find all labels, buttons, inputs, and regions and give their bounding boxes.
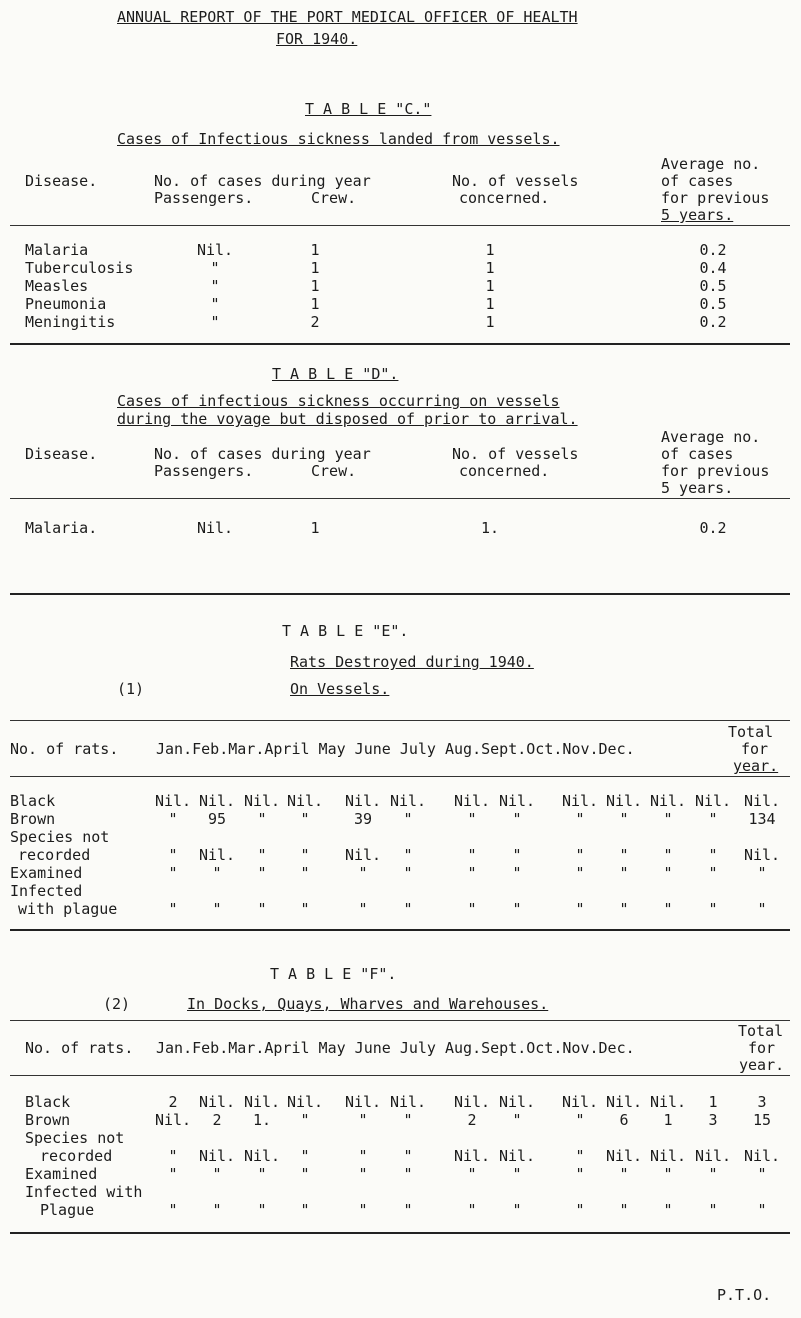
- table-d-subtitle2: during the voyage but disposed of prior to arrival.: [117, 410, 578, 428]
- month-cell: Nil.: [694, 1147, 732, 1165]
- report-title: ANNUAL REPORT OF THE PORT MEDICAL OFFICER OF HEALTH: [117, 8, 578, 26]
- month-cell: ": [619, 1201, 629, 1219]
- table-c-hdr-crew: Crew.: [311, 189, 357, 207]
- total-cell: 15: [752, 1111, 772, 1129]
- disease-cell: Malaria.: [25, 519, 98, 537]
- table-d-header-rule: [10, 498, 790, 499]
- month-cell: ": [708, 864, 718, 882]
- table-c-hdr-vessels2: concerned.: [459, 189, 550, 207]
- row-label-examined: Examined: [10, 864, 83, 882]
- disease-cell: Pneumonia: [25, 295, 107, 313]
- month-cell: 6: [619, 1111, 629, 1129]
- month-cell: ": [212, 1165, 222, 1183]
- total-cell: Nil.: [743, 792, 781, 810]
- month-cell: Nil.: [498, 1093, 536, 1111]
- month-cell: ": [403, 1147, 413, 1165]
- table-d-hdr-crew: Crew.: [311, 462, 357, 480]
- month-cell: Nil.: [243, 792, 281, 810]
- avg-cell: 0.4: [699, 259, 727, 277]
- vessels-cell: 1: [485, 313, 495, 331]
- month-cell: ": [403, 846, 413, 864]
- table-d-hdr-avg1: Average no.: [661, 428, 761, 446]
- month-cell: ": [300, 1111, 310, 1129]
- month-cell: ": [257, 900, 267, 918]
- month-cell: ": [403, 1165, 413, 1183]
- month-cell: ": [257, 846, 267, 864]
- month-cell: ": [619, 900, 629, 918]
- month-cell: ": [300, 900, 310, 918]
- month-cell: Nil.: [498, 792, 536, 810]
- table-c-hdr-passengers: Passengers.: [154, 189, 254, 207]
- month-cell: ": [467, 864, 477, 882]
- total-cell: 134: [748, 810, 776, 828]
- month-cell: ": [358, 1147, 368, 1165]
- month-cell: ": [575, 846, 585, 864]
- month-cell: 2: [467, 1111, 477, 1129]
- table-e-subtitle: Rats Destroyed during 1940.: [290, 653, 534, 671]
- vessels-cell: 1: [485, 277, 495, 295]
- month-cell: ": [168, 1201, 178, 1219]
- month-cell: ": [467, 900, 477, 918]
- crew-cell: 1: [310, 519, 320, 537]
- crew-cell: 1: [310, 295, 320, 313]
- month-cell: ": [300, 1201, 310, 1219]
- month-cell: ": [467, 1201, 477, 1219]
- table-c-hdr-vessels1: No. of vessels: [452, 172, 579, 190]
- month-cell: ": [619, 810, 629, 828]
- vessels-cell: 1: [485, 259, 495, 277]
- total-cell: ": [757, 864, 767, 882]
- month-cell: Nil.: [286, 792, 324, 810]
- table-e-hdr-months: Jan.Feb.Mar.April May June July Aug.Sept.Oct.Nov.Dec.: [156, 740, 635, 758]
- month-cell: ": [403, 1201, 413, 1219]
- table-e-hdr-total3: year.: [733, 757, 779, 775]
- month-cell: Nil.: [605, 792, 643, 810]
- table-d-subtitle1: Cases of infectious sickness occurring on vessels: [117, 392, 560, 410]
- pto-note: P.T.O.: [717, 1286, 772, 1304]
- month-cell: Nil.: [154, 1111, 192, 1129]
- month-cell: Nil.: [198, 1093, 236, 1111]
- table-f-hdr-total2: for: [748, 1039, 776, 1057]
- row-label-species: Species not: [25, 1129, 125, 1147]
- month-cell: Nil.: [605, 1093, 643, 1111]
- month-cell: ": [467, 846, 477, 864]
- month-cell: Nil.: [286, 1093, 324, 1111]
- crew-cell: 1: [310, 241, 320, 259]
- table-f-bottom-rule: [10, 1232, 790, 1234]
- month-cell: ": [358, 1201, 368, 1219]
- row-label-black: Black: [25, 1093, 71, 1111]
- avg-cell: 0.2: [699, 519, 727, 537]
- month-cell: ": [467, 810, 477, 828]
- table-e-hdr-total1: Total: [728, 723, 774, 741]
- total-cell: ": [757, 1165, 767, 1183]
- month-cell: ": [663, 1165, 673, 1183]
- month-cell: ": [212, 1201, 222, 1219]
- table-c-hdr-disease: Disease.: [25, 172, 98, 190]
- month-cell: Nil.: [649, 792, 687, 810]
- row-label-black: Black: [10, 792, 56, 810]
- table-f-hdr-total1: Total: [738, 1022, 784, 1040]
- passengers-cell: ": [210, 277, 220, 295]
- avg-cell: 0.5: [699, 295, 727, 313]
- table-c-hdr-avg1: Average no.: [661, 155, 761, 173]
- month-cell: ": [300, 1147, 310, 1165]
- table-d-hdr-vessels1: No. of vessels: [452, 445, 579, 463]
- row-label-plague: Plague: [40, 1201, 95, 1219]
- month-cell: Nil.: [154, 792, 192, 810]
- month-cell: ": [619, 864, 629, 882]
- month-cell: ": [467, 1165, 477, 1183]
- month-cell: Nil.: [198, 1147, 236, 1165]
- table-c-hdr-avg3: for previous: [661, 189, 770, 207]
- month-cell: ": [168, 864, 178, 882]
- month-cell: ": [168, 1165, 178, 1183]
- row-label-plague: with plague: [18, 900, 118, 918]
- month-cell: Nil.: [243, 1147, 281, 1165]
- month-cell: 1.: [252, 1111, 272, 1129]
- month-cell: ": [512, 1111, 522, 1129]
- table-d-hdr-cases: No. of cases during year: [154, 445, 371, 463]
- avg-cell: 0.2: [699, 313, 727, 331]
- month-cell: ": [708, 1201, 718, 1219]
- table-e-hdr-total2: for: [741, 740, 769, 758]
- month-cell: ": [512, 810, 522, 828]
- total-cell: ": [757, 1201, 767, 1219]
- row-label-recorded: recorded: [40, 1147, 113, 1165]
- crew-cell: 1: [310, 259, 320, 277]
- month-cell: ": [212, 864, 222, 882]
- month-cell: ": [300, 846, 310, 864]
- month-cell: ": [575, 1165, 585, 1183]
- month-cell: ": [619, 846, 629, 864]
- vessels-cell: 1.: [480, 519, 500, 537]
- month-cell: ": [708, 810, 718, 828]
- table-c-bottom-rule: [10, 343, 790, 345]
- passengers-cell: ": [210, 313, 220, 331]
- month-cell: ": [575, 1111, 585, 1129]
- total-cell: ": [757, 900, 767, 918]
- month-cell: ": [663, 810, 673, 828]
- month-cell: ": [575, 810, 585, 828]
- table-d-hdr-passengers: Passengers.: [154, 462, 254, 480]
- month-cell: 1: [708, 1093, 718, 1111]
- month-cell: ": [708, 900, 718, 918]
- month-cell: ": [512, 1165, 522, 1183]
- month-cell: Nil.: [453, 1147, 491, 1165]
- month-cell: Nil.: [344, 846, 382, 864]
- total-cell: 3: [757, 1093, 767, 1111]
- table-f-hdr-months: Jan.Feb.Mar.April May June July Aug.Sept.Oct.Nov.Dec.: [156, 1039, 635, 1057]
- table-c-subtitle: Cases of Infectious sickness landed from vessels.: [117, 130, 560, 148]
- month-cell: 3: [708, 1111, 718, 1129]
- table-d-hdr-avg3: for previous: [661, 462, 770, 480]
- month-cell: 2: [168, 1093, 178, 1111]
- row-label-species: Species not: [10, 828, 110, 846]
- row-label-infected: Infected: [10, 882, 83, 900]
- vessels-cell: 1: [485, 241, 495, 259]
- passengers-cell: Nil.: [196, 519, 234, 537]
- month-cell: ": [358, 1165, 368, 1183]
- month-cell: Nil.: [453, 792, 491, 810]
- table-d-hdr-vessels2: concerned.: [459, 462, 550, 480]
- month-cell: 2: [212, 1111, 222, 1129]
- month-cell: Nil.: [498, 1147, 536, 1165]
- month-cell: ": [403, 810, 413, 828]
- month-cell: ": [512, 864, 522, 882]
- table-e-section-num: (1): [117, 680, 145, 698]
- month-cell: ": [708, 1165, 718, 1183]
- passengers-cell: ": [210, 259, 220, 277]
- month-cell: ": [212, 900, 222, 918]
- month-cell: ": [358, 864, 368, 882]
- month-cell: ": [403, 864, 413, 882]
- total-cell: Nil.: [743, 1147, 781, 1165]
- table-f-hdr-left: No. of rats.: [25, 1039, 134, 1057]
- month-cell: Nil.: [694, 792, 732, 810]
- table-f-header-rule: [10, 1075, 790, 1076]
- passengers-cell: Nil.: [196, 241, 234, 259]
- month-cell: ": [619, 1165, 629, 1183]
- month-cell: ": [168, 900, 178, 918]
- month-cell: ": [257, 1201, 267, 1219]
- passengers-cell: ": [210, 295, 220, 313]
- month-cell: ": [257, 810, 267, 828]
- table-e-bottom-rule: [10, 929, 790, 931]
- month-cell: ": [663, 1201, 673, 1219]
- month-cell: ": [257, 1165, 267, 1183]
- table-f-top-rule: [10, 1020, 790, 1021]
- month-cell: ": [512, 1201, 522, 1219]
- month-cell: ": [168, 1147, 178, 1165]
- month-cell: Nil.: [198, 792, 236, 810]
- row-label-recorded: recorded: [18, 846, 91, 864]
- month-cell: ": [663, 864, 673, 882]
- month-cell: ": [358, 1111, 368, 1129]
- table-e-section: On Vessels.: [290, 680, 390, 698]
- month-cell: ": [575, 1147, 585, 1165]
- table-c-hdr-avg2: of cases: [661, 172, 734, 190]
- month-cell: 95: [207, 810, 227, 828]
- total-cell: Nil.: [743, 846, 781, 864]
- month-cell: ": [300, 864, 310, 882]
- month-cell: ": [575, 1201, 585, 1219]
- vessels-cell: 1: [485, 295, 495, 313]
- month-cell: Nil.: [649, 1093, 687, 1111]
- table-e-hdr-left: No. of rats.: [10, 740, 119, 758]
- month-cell: Nil.: [453, 1093, 491, 1111]
- month-cell: ": [168, 810, 178, 828]
- table-d-title: T A B L E "D".: [272, 365, 399, 383]
- table-f-hdr-total3: year.: [739, 1056, 785, 1074]
- month-cell: ": [358, 900, 368, 918]
- disease-cell: Meningitis: [25, 313, 116, 331]
- month-cell: Nil.: [243, 1093, 281, 1111]
- row-label-examined: Examined: [25, 1165, 98, 1183]
- table-f-section: In Docks, Quays, Wharves and Warehouses.: [187, 995, 549, 1013]
- table-f-section-num: (2): [103, 995, 131, 1013]
- disease-cell: Tuberculosis: [25, 259, 134, 277]
- month-cell: ": [663, 846, 673, 864]
- month-cell: ": [168, 846, 178, 864]
- crew-cell: 1: [310, 277, 320, 295]
- table-e-top-rule: [10, 720, 790, 721]
- month-cell: ": [575, 900, 585, 918]
- table-d-hdr-avg4: 5 years.: [661, 479, 734, 497]
- table-c-header-rule: [10, 225, 790, 226]
- table-e-title: T A B L E "E".: [282, 622, 409, 640]
- table-e-header-rule: [10, 776, 790, 777]
- month-cell: ": [403, 1111, 413, 1129]
- month-cell: ": [575, 864, 585, 882]
- month-cell: Nil.: [389, 792, 427, 810]
- table-f-title: T A B L E "F".: [270, 965, 397, 983]
- crew-cell: 2: [310, 313, 320, 331]
- month-cell: ": [300, 1165, 310, 1183]
- month-cell: ": [257, 864, 267, 882]
- month-cell: ": [300, 810, 310, 828]
- month-cell: 39: [353, 810, 373, 828]
- month-cell: Nil.: [198, 846, 236, 864]
- month-cell: Nil.: [344, 1093, 382, 1111]
- table-c-hdr-cases: No. of cases during year: [154, 172, 371, 190]
- month-cell: ": [708, 846, 718, 864]
- month-cell: Nil.: [649, 1147, 687, 1165]
- month-cell: Nil.: [561, 1093, 599, 1111]
- table-d-hdr-disease: Disease.: [25, 445, 98, 463]
- month-cell: Nil.: [344, 792, 382, 810]
- month-cell: Nil.: [561, 792, 599, 810]
- table-d-hdr-avg2: of cases: [661, 445, 734, 463]
- month-cell: Nil.: [389, 1093, 427, 1111]
- row-label-infected: Infected with: [25, 1183, 143, 1201]
- disease-cell: Malaria: [25, 241, 89, 259]
- avg-cell: 0.2: [699, 241, 727, 259]
- row-label-brown: Brown: [10, 810, 56, 828]
- month-cell: ": [512, 900, 522, 918]
- month-cell: 1: [663, 1111, 673, 1129]
- table-d-bottom-rule: [10, 593, 790, 595]
- month-cell: ": [512, 846, 522, 864]
- month-cell: Nil.: [605, 1147, 643, 1165]
- disease-cell: Measles: [25, 277, 89, 295]
- table-c-title: T A B L E "C.": [305, 100, 432, 118]
- month-cell: ": [663, 900, 673, 918]
- month-cell: ": [403, 900, 413, 918]
- report-year: FOR 1940.: [276, 30, 358, 48]
- avg-cell: 0.5: [699, 277, 727, 295]
- table-c-hdr-avg4: 5 years.: [661, 206, 734, 224]
- row-label-brown: Brown: [25, 1111, 71, 1129]
